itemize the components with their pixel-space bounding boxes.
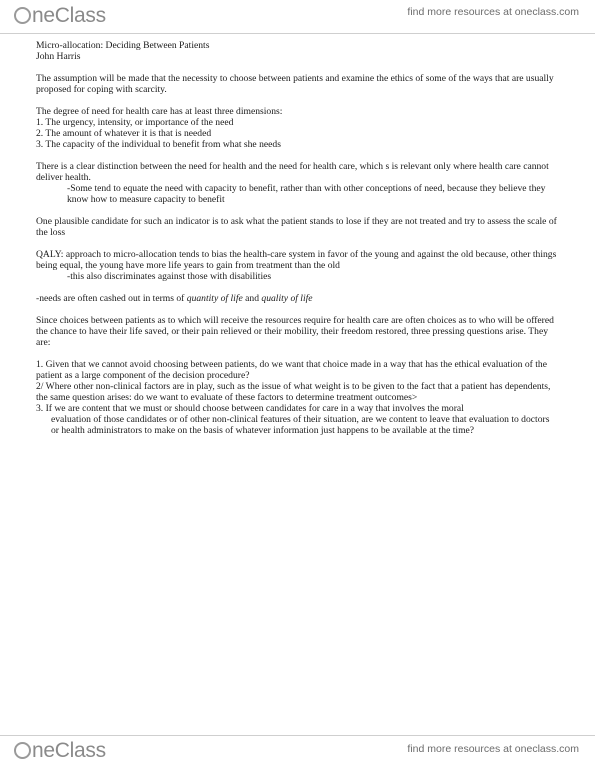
paragraph-qaly: QALY: approach to micro-allocation tends to bias the health-care system in favor of the young and against the old because, other things being equal, the young have more life years to gain from treatment than the old (36, 249, 557, 271)
emphasis-quantity: quantity of life (186, 293, 243, 304)
question-3-first-line: 3. If we are content that we must or should choose between candidates for care in a way that involves the moral (36, 403, 464, 414)
page-header (0, 0, 595, 36)
header-divider (0, 33, 595, 34)
logo-circle-icon (14, 7, 31, 24)
paragraph-needs-cashed: -needs are often cashed out in terms of quantity of life and quality of life (36, 293, 313, 304)
logo-circle-icon (14, 742, 31, 759)
emphasis-quality: quality of life (261, 293, 313, 304)
document-author: John Harris (36, 51, 81, 62)
paragraph-choices: Since choices between patients as to which will receive the resources require for health care are often choices as to who will be offered the chance to have their life saved, or their pain relieved or their mobility, their freedom restored, three pressing questions arise. They are: (36, 315, 554, 348)
footer-divider (0, 735, 595, 736)
document-body (36, 40, 558, 436)
logo-text: neClass (32, 4, 106, 27)
paragraph-distinction-sub: -Some tend to equate the need with capacity to benefit, rather than with other conceptions of need, because they believe they know how to measure capacity to benefit (67, 183, 546, 205)
paragraph-need-intro: The degree of need for health care has at least three dimensions: (36, 106, 283, 117)
paragraph-qaly-sub: -this also discriminates against those with disabilities (67, 271, 272, 282)
oneclass-logo[interactable] (14, 4, 106, 28)
header-resources-link[interactable]: find more resources at oneclass.com (407, 6, 579, 18)
paragraph-distinction: There is a clear distinction between the need for health and the need for health care, which s is relevant only where health care cannot deliver health. (36, 161, 549, 183)
page-footer (0, 735, 595, 770)
question-1: 1. Given that we cannot avoid choosing between patients, do we want that choice made in a way that has the ethical evaluation of the patient as a large component of the decision procedure? (36, 359, 547, 381)
list-item: 1. The urgency, intensity, or importance of the need (36, 117, 234, 128)
logo-text: neClass (32, 739, 106, 762)
document-title: Micro-allocation: Deciding Between Patients (36, 40, 210, 51)
question-2: 2/ Where other non-clinical factors are in play, such as the issue of what weight is to be given to the fact that a patient has dependents, the same question arises: do we want to evaluate of these factors to determine treatment outcomes> (36, 381, 551, 403)
question-3-rest: evaluation of those candidates or of other non-clinical features of their situation, are we content to leave that evaluation to doctors or health administrators to make on the basis of whatever information just happens to be available at the time? (51, 414, 550, 436)
list-item: 3. The capacity of the individual to benefit from what she needs (36, 139, 281, 150)
paragraph-assumption: The assumption will be made that the necessity to choose between patients and examine the ethics of some of the ways that are usually proposed for coping with scarcity. (36, 73, 554, 95)
footer-resources-link[interactable]: find more resources at oneclass.com (407, 743, 579, 755)
paragraph-indicator: One plausible candidate for such an indicator is to ask what the patient stands to lose if they are not treated and try to assess the scale of the loss (36, 216, 557, 238)
oneclass-logo-footer[interactable] (14, 739, 106, 763)
list-item: 2. The amount of whatever it is that is needed (36, 128, 212, 139)
